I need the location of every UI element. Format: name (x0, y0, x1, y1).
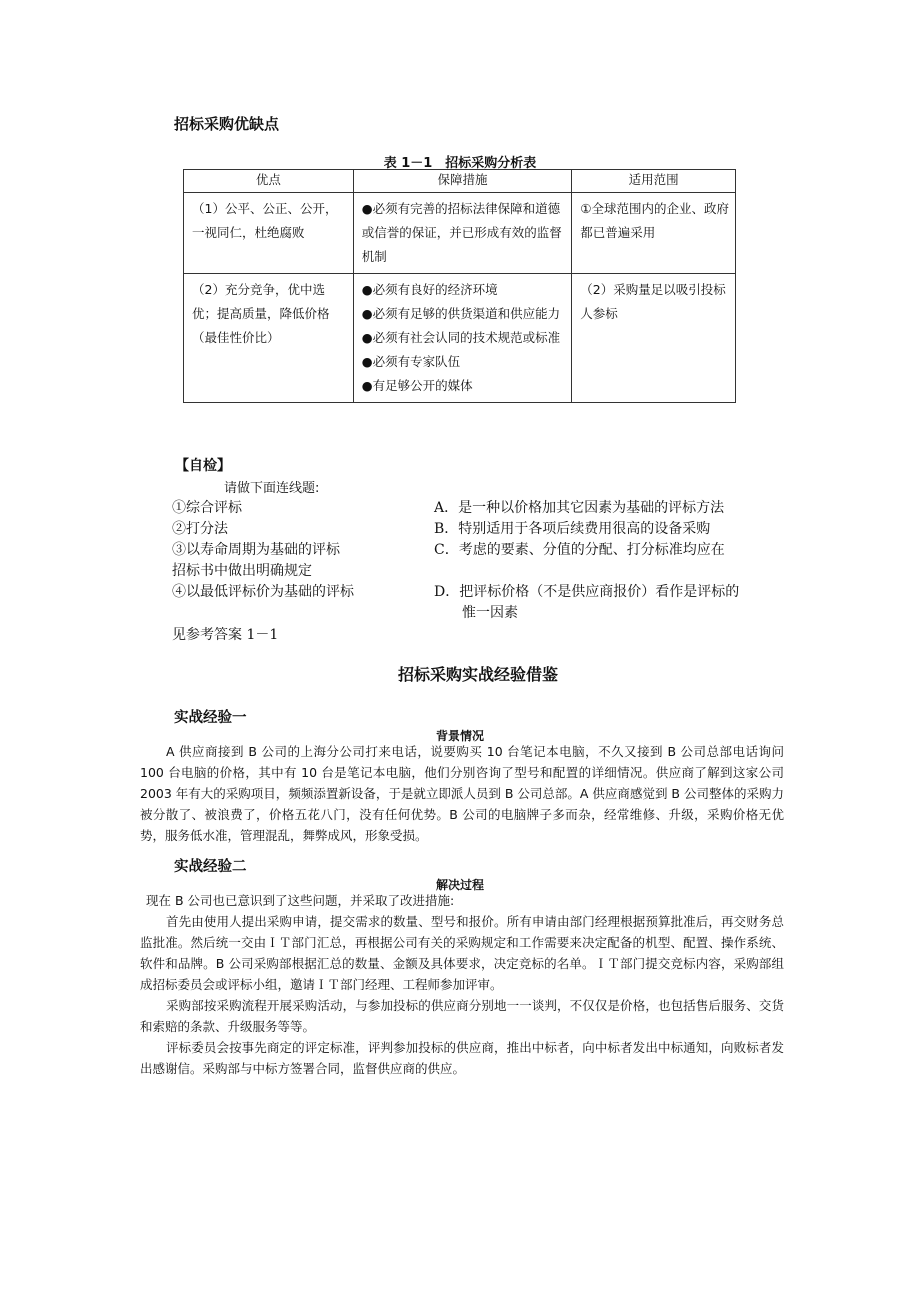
case2-paragraph: 首先由使用人提出采购申请，提交需求的数量、型号和报价。所有申请由部门经理根据预算批准后，再交财务总监批准。然后统一交由ＩＴ部门汇总，再根据公司有关的采购规定和工作需要来决定配备的机型、配置、操作系统、软件和品牌。B 公司采购部根据汇总的数量、金额及具体要求，决定竞标的名单。ＩＴ部门提交竞标内容，采购部组成招标委员会或评标小组，邀请ＩＴ部门经理、工程师参加评审。 (140, 914, 784, 992)
cell-advantage: （1）公平、公正、公开，一视同仁，杜绝腐败 (184, 193, 354, 274)
case1-title: 实战经验一 (174, 710, 247, 726)
measure-item: ●必须有足够的供货渠道和供应能力 (361, 306, 561, 321)
match-left-item: ④以最低评标价为基础的评标 (172, 584, 354, 600)
case2-paragraph: 评标委员会按事先商定的评定标准，评判参加投标的供应商，推出中标者，向中标者发出中标通知，向败标者发出感谢信。采购部与中标方签署合同，监督供应商的供应。 (140, 1040, 784, 1076)
match-left-item: 招标书中做出明确规定 (172, 563, 312, 579)
cell-scope: ①全球范围内的企业、政府都已普遍采用 (572, 193, 736, 274)
match-right-item: 惟一因素 (462, 605, 518, 621)
main-title: 招标采购实战经验借鉴 (397, 665, 558, 684)
case2-intro: 现在 B 公司也已意识到了这些问题，并采取了改进措施: (146, 893, 455, 908)
header-scope: 适用范围 (572, 170, 736, 193)
table-caption: 表 1－1 招标采购分析表 (383, 156, 537, 171)
case1-subtitle: 背景情况 (435, 729, 484, 743)
table-row (184, 274, 736, 403)
measure-item: ●必须有社会认同的技术规范或标准 (361, 330, 561, 345)
analysis-table (183, 169, 736, 403)
match-left-item: ①综合评标 (172, 500, 242, 516)
case2-subtitle: 解决过程 (435, 878, 484, 892)
case2-title: 实战经验二 (174, 859, 247, 875)
table-row (184, 193, 736, 274)
match-right-item: A．是一种以价格加其它因素为基础的评标方法 (434, 500, 725, 516)
cell-scope: （2）采购量足以吸引投标人参标 (572, 274, 736, 403)
measure-item: ●有足够公开的媒体 (361, 378, 473, 393)
answer-reference: 见参考答案 1－1 (172, 627, 279, 643)
measure-item: ●必须有良好的经济环境 (361, 282, 498, 297)
cell-measures (353, 193, 572, 274)
cell-measures (353, 274, 572, 403)
match-right-item: D．把评标价格（不是供应商报价）看作是评标的 (434, 584, 740, 600)
section-title: 招标采购优缺点 (174, 115, 280, 133)
measure-item: ●必须有专家队伍 (361, 354, 461, 369)
header-advantage: 优点 (184, 170, 354, 193)
match-right-item: B．特别适用于各项后续费用很高的设备采购 (434, 521, 711, 537)
case2-paragraph: 采购部按采购流程开展采购活动，与参加投标的供应商分别地一一谈判，不仅仅是价格，也包括售后服务、交货和索赔的条款、升级服务等等。 (140, 998, 784, 1034)
table-header-row (184, 170, 736, 193)
self-check-title: 【自检】 (175, 458, 231, 474)
case1-paragraph: A 供应商接到 B 公司的上海分公司打来电话，说要购买 10 台笔记本电脑，不久又接到 B 公司总部电话询问 100 台电脑的价格，其中有 10 台是笔记本电脑，他们分别咨询了型号和配置的详细情况。供应商了解到这家公司 2003 年有大的采购项目，频频添置新设备，于是就立即派人员到 B 公司总部。A 供应商感觉到 B 公司整体的采购力被分散了、被浪费了，价格五花八门，没有任何优势。B 公司的电脑牌子多而杂，经常维修、升级，采购价格无优势，服务低水准，管理混乱，舞弊成风，形象受损。 (140, 744, 784, 843)
measure-item: ●必须有完善的招标法律保障和道德或信誉的保证，并已形成有效的监督机制 (361, 201, 562, 264)
match-left-item: ③以寿命周期为基础的评标 (172, 542, 340, 558)
match-left-item: ②打分法 (172, 521, 228, 537)
header-measures: 保障措施 (353, 170, 572, 193)
cell-advantage: （2）充分竞争，优中选优；提高质量，降低价格（最佳性价比） (184, 274, 354, 403)
match-right-item: C．考虑的要素、分值的分配、打分标准均应在 (434, 542, 725, 558)
self-check-instruction: 请做下面连线题: (224, 481, 320, 496)
